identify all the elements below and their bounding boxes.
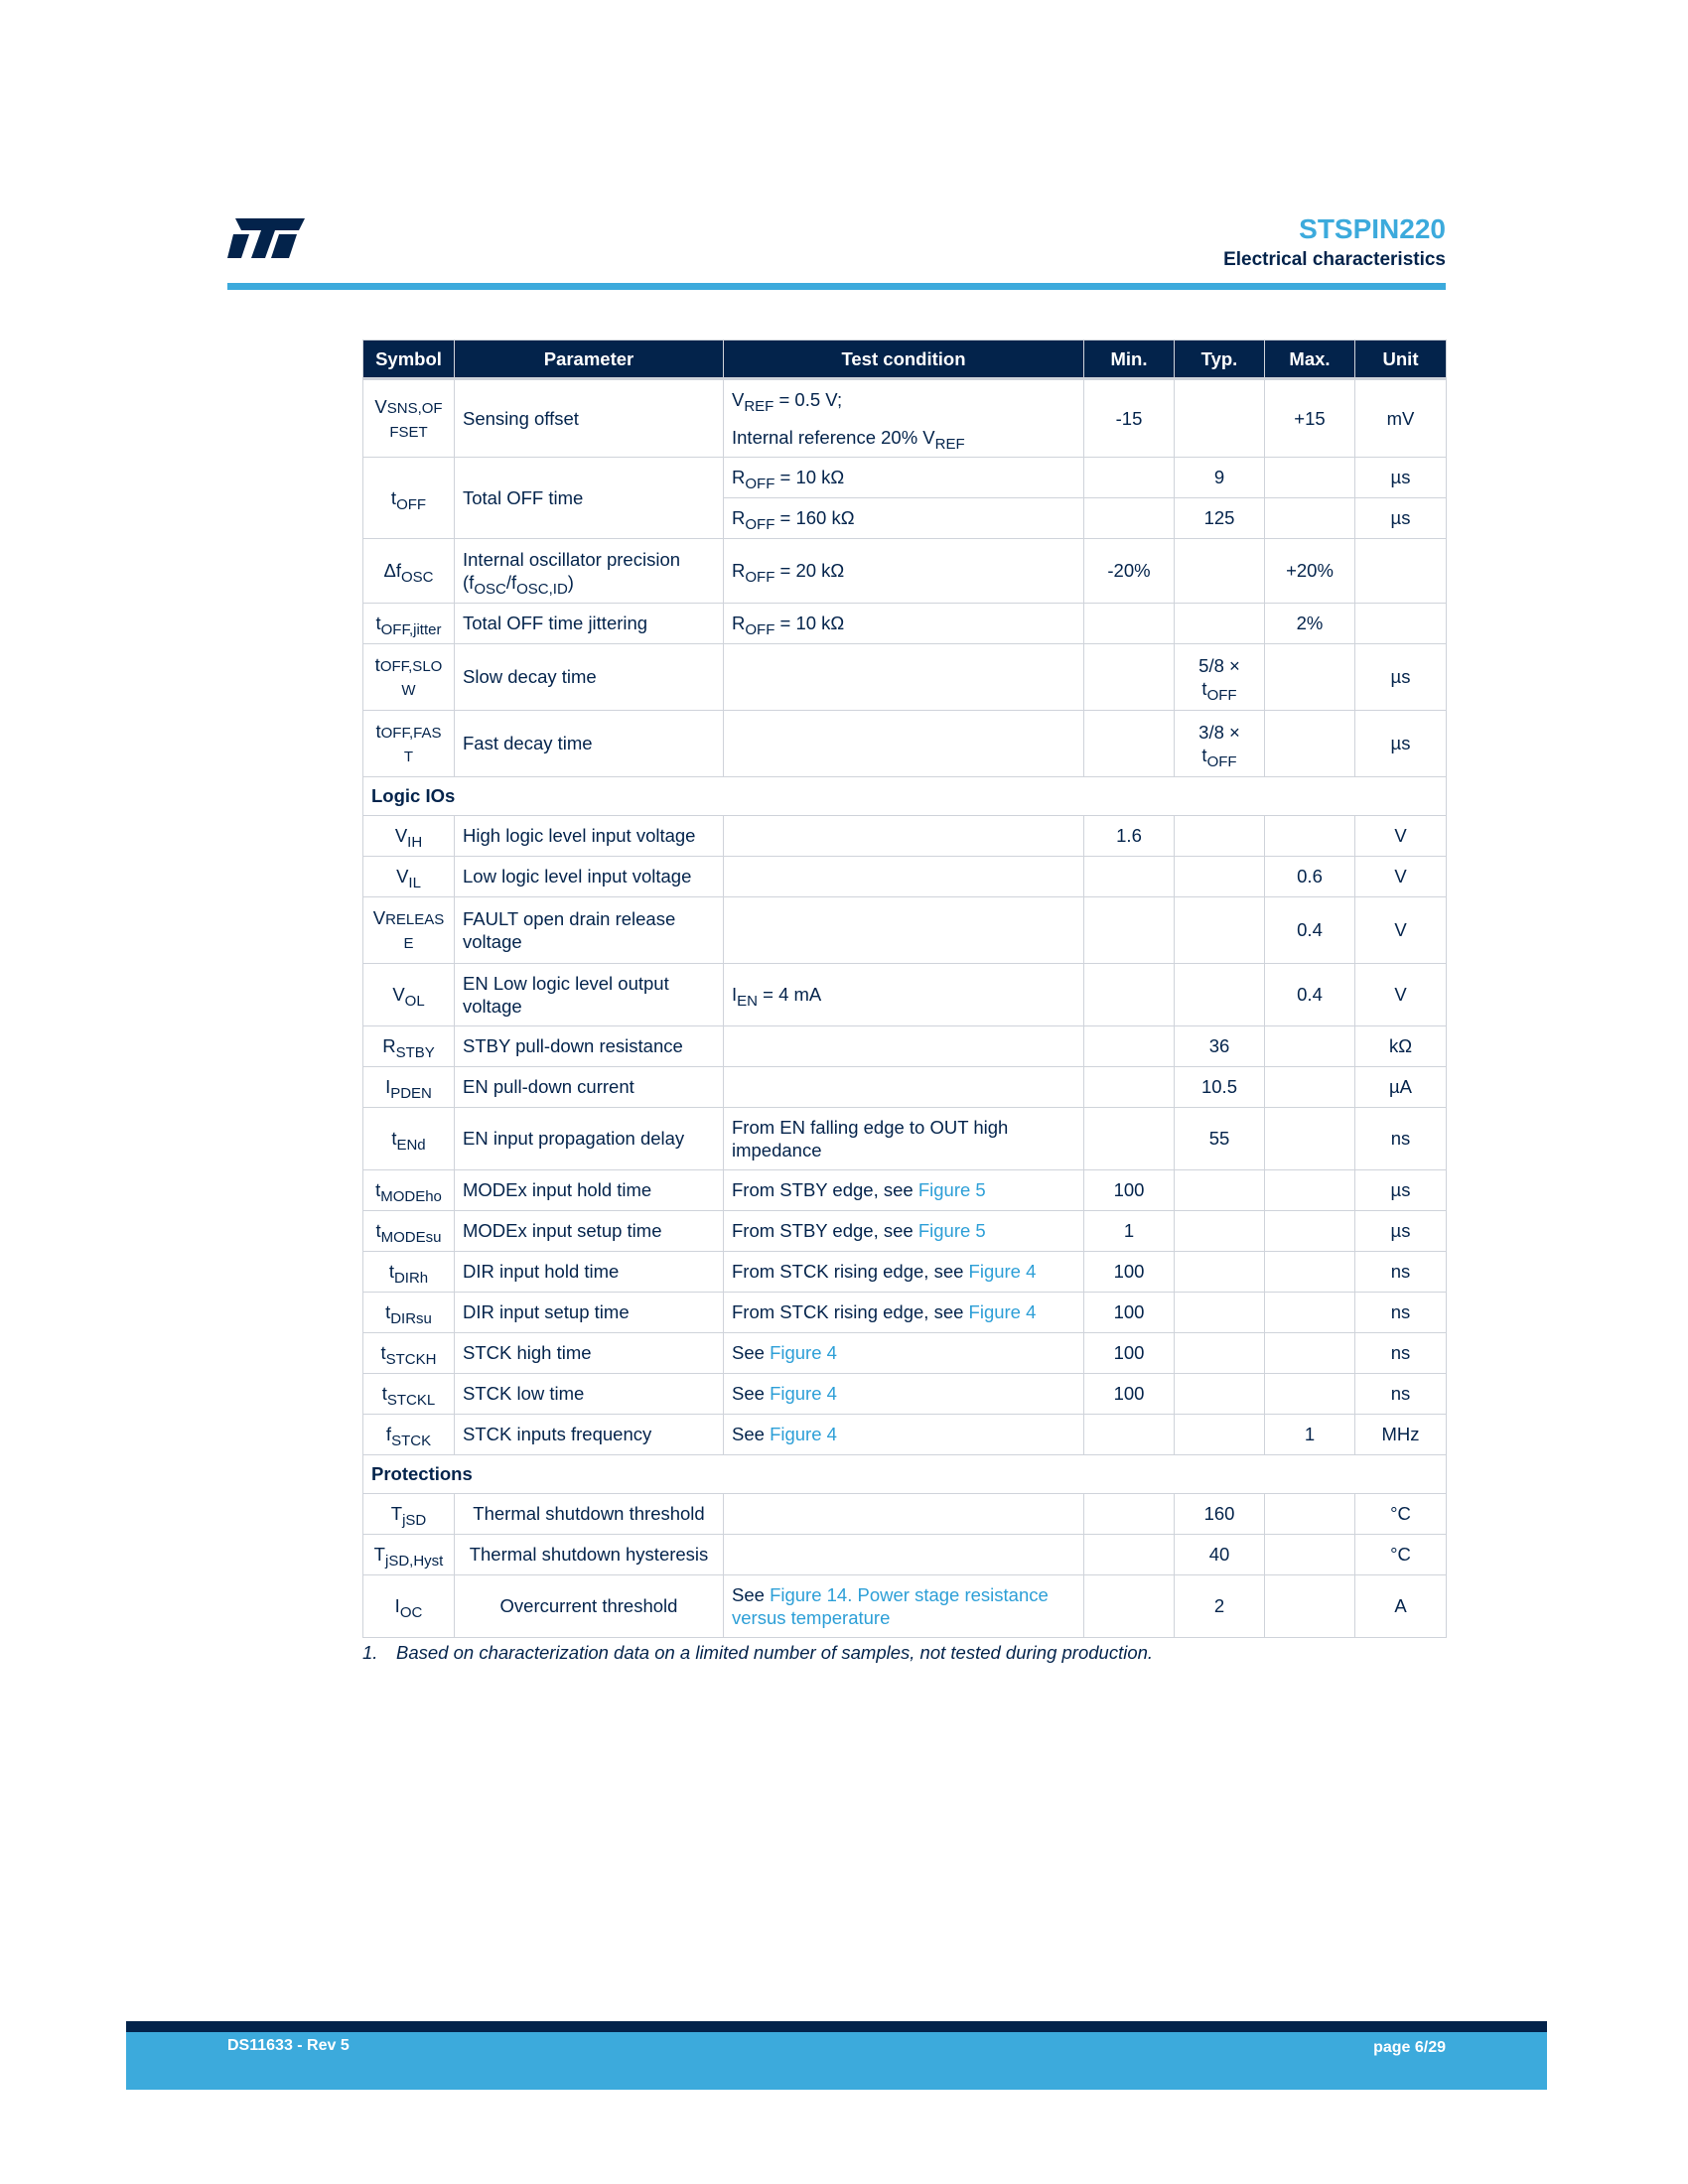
min-cell: -20%: [1084, 539, 1175, 604]
symbol-cell: $R_{STBY}$: [363, 1026, 455, 1067]
parameter-cell: EN pull-down current: [455, 1067, 724, 1108]
footer-rule: [126, 2021, 1547, 2032]
min-cell: [1084, 644, 1175, 711]
unit-cell: °C: [1355, 1494, 1447, 1535]
figure-4-link[interactable]: Figure 4: [770, 1424, 837, 1445]
table-row: [363, 1170, 1447, 1211]
min-cell: 1.6: [1084, 816, 1175, 857]
unit-cell: [1355, 539, 1447, 604]
condition-cell: $R_{OFF} = 20$ kΩ: [724, 539, 1084, 604]
unit-cell: °C: [1355, 1535, 1447, 1575]
typ-cell: [1175, 604, 1265, 644]
table-row: [363, 1067, 1447, 1108]
unit-cell: V: [1355, 816, 1447, 857]
condition-cell: $R_{OFF} = 10$ kΩ: [724, 458, 1084, 498]
unit-cell: [1355, 604, 1447, 644]
figure-5-link[interactable]: Figure 5: [917, 1220, 986, 1242]
unit-cell: ns: [1355, 1293, 1447, 1333]
table-row: [363, 1293, 1447, 1333]
typ-cell: [1175, 1374, 1265, 1415]
figure-4-link[interactable]: Figure 4: [770, 1342, 837, 1364]
max-cell: [1265, 1211, 1355, 1252]
symbol-cell: $I_{PDEN}$: [363, 1067, 455, 1108]
column-header-test-condition: Test condition: [724, 341, 1084, 379]
typ-cell: [1175, 1170, 1265, 1211]
column-header-symbol: Symbol: [363, 341, 455, 379]
symbol-cell: $t_{ENd}$: [363, 1108, 455, 1170]
max-cell: [1265, 1026, 1355, 1067]
unit-cell: µs: [1355, 1170, 1447, 1211]
table-row: [363, 458, 1447, 498]
table-row: [363, 1108, 1447, 1170]
unit-cell: ns: [1355, 1374, 1447, 1415]
typ-cell: [1175, 539, 1265, 604]
min-cell: 1: [1084, 1211, 1175, 1252]
condition-cell: See Figure 14. Power stage resistance versus temperature: [724, 1575, 1084, 1638]
condition-cell: [724, 1535, 1084, 1575]
min-cell: [1084, 604, 1175, 644]
parameter-cell: Total OFF time jittering: [455, 604, 724, 644]
table-row: [363, 1211, 1447, 1252]
condition-cell: [724, 857, 1084, 897]
parameter-cell: DIR input hold time: [455, 1252, 724, 1293]
min-cell: [1084, 897, 1175, 964]
min-cell: 100: [1084, 1333, 1175, 1374]
table-row: [363, 964, 1447, 1026]
condition-cell: $R_{OFF} = 160$ kΩ: [724, 498, 1084, 539]
table-row: [363, 539, 1447, 604]
column-header-typ: Typ.: [1175, 341, 1265, 379]
parameter-cell: Fast decay time: [455, 711, 724, 777]
max-cell: [1265, 711, 1355, 777]
figure-4-link[interactable]: Figure 4: [968, 1301, 1037, 1323]
max-cell: 0.4: [1265, 964, 1355, 1026]
figure-4-link[interactable]: Figure 4: [968, 1261, 1037, 1283]
parameter-cell: High logic level input voltage: [455, 816, 724, 857]
unit-cell: ns: [1355, 1252, 1447, 1293]
unit-cell: V: [1355, 964, 1447, 1026]
parameter-cell: STBY pull-down resistance: [455, 1026, 724, 1067]
min-cell: -15: [1084, 379, 1175, 458]
parameter-cell: EN Low logic level output voltage: [455, 964, 724, 1026]
table-row: [363, 379, 1447, 458]
figure-5-link[interactable]: Figure 5: [917, 1179, 986, 1201]
symbol-cell: $V_{OL}$: [363, 964, 455, 1026]
max-cell: [1265, 1067, 1355, 1108]
document-title: STSPIN220: [1299, 213, 1446, 244]
typ-cell: [1175, 1333, 1265, 1374]
parameter-cell: MODEx input setup time: [455, 1211, 724, 1252]
figure-4-link[interactable]: Figure 4: [770, 1383, 837, 1405]
max-cell: [1265, 1494, 1355, 1535]
condition-cell: [724, 1026, 1084, 1067]
max-cell: [1265, 1535, 1355, 1575]
min-cell: [1084, 1415, 1175, 1455]
min-cell: [1084, 1494, 1175, 1535]
min-cell: [1084, 711, 1175, 777]
typ-cell: [1175, 857, 1265, 897]
table-row: [363, 1494, 1447, 1535]
table-row: [363, 1252, 1447, 1293]
parameter-cell: EN input propagation delay: [455, 1108, 724, 1170]
symbol-cell: $t_{STCKH}$: [363, 1333, 455, 1374]
table-footnote: [362, 1642, 1153, 1664]
typ-cell: [1175, 1211, 1265, 1252]
condition-cell: From STBY edge, see Figure 5: [724, 1170, 1084, 1211]
typ-cell: 40: [1175, 1535, 1265, 1575]
symbol-cell: tOFF,SLO W: [363, 644, 455, 711]
parameter-cell: Low logic level input voltage: [455, 857, 724, 897]
max-cell: 1: [1265, 1415, 1355, 1455]
typ-cell: 36: [1175, 1026, 1265, 1067]
symbol-cell: $t_{OFF}$: [363, 458, 455, 539]
unit-cell: V: [1355, 897, 1447, 964]
condition-cell: See Figure 4: [724, 1374, 1084, 1415]
parameter-cell: STCK inputs frequency: [455, 1415, 724, 1455]
min-cell: [1084, 1575, 1175, 1638]
symbol-cell: $T_{jSD,Hyst}$: [363, 1535, 455, 1575]
max-cell: +15: [1265, 379, 1355, 458]
parameter-cell: DIR input setup time: [455, 1293, 724, 1333]
parameter-cell: STCK high time: [455, 1333, 724, 1374]
column-header-max: Max.: [1265, 341, 1355, 379]
unit-cell: kΩ: [1355, 1026, 1447, 1067]
max-cell: [1265, 458, 1355, 498]
typ-cell: 5/8 × $t_{OFF}$: [1175, 644, 1265, 711]
typ-cell: 160: [1175, 1494, 1265, 1535]
typ-cell: [1175, 379, 1265, 458]
condition-cell: [724, 816, 1084, 857]
max-cell: [1265, 1333, 1355, 1374]
symbol-cell: tOFF,FAS T: [363, 711, 455, 777]
typ-cell: [1175, 1252, 1265, 1293]
condition-cell: From STBY edge, see Figure 5: [724, 1211, 1084, 1252]
unit-cell: µs: [1355, 498, 1447, 539]
column-header-parameter: Parameter: [455, 341, 724, 379]
table-row: [363, 604, 1447, 644]
typ-cell: [1175, 1293, 1265, 1333]
max-cell: 2%: [1265, 604, 1355, 644]
table-row: [363, 1026, 1447, 1067]
max-cell: 0.4: [1265, 897, 1355, 964]
section-row: [363, 1455, 1447, 1494]
footnote-number: 1.: [362, 1642, 378, 1663]
min-cell: 100: [1084, 1252, 1175, 1293]
condition-cell: See Figure 4: [724, 1415, 1084, 1455]
typ-cell: [1175, 897, 1265, 964]
symbol-cell: VSNS,OF FSET: [363, 379, 455, 458]
table-row: [363, 711, 1447, 777]
document-id: DS11633 - Rev 5: [227, 2037, 350, 2054]
min-cell: [1084, 964, 1175, 1026]
min-cell: [1084, 1067, 1175, 1108]
unit-cell: V: [1355, 857, 1447, 897]
table-header-row: [363, 341, 1447, 379]
parameter-cell: Thermal shutdown threshold: [455, 1494, 724, 1535]
condition-cell: [724, 711, 1084, 777]
condition-cell: From EN falling edge to OUT high impedance: [724, 1108, 1084, 1170]
typ-cell: 125: [1175, 498, 1265, 539]
parameter-cell: FAULT open drain release voltage: [455, 897, 724, 964]
table-row: [363, 644, 1447, 711]
condition-cell: See Figure 4: [724, 1333, 1084, 1374]
typ-cell: [1175, 1415, 1265, 1455]
max-cell: [1265, 498, 1355, 539]
condition-cell: [724, 644, 1084, 711]
parameter-cell: Slow decay time: [455, 644, 724, 711]
parameter-cell: Thermal shutdown hysteresis: [455, 1535, 724, 1575]
parameter-cell: Internal oscillator precision $(f_{OSC}/f_{OSC,ID})$: [455, 539, 724, 604]
min-cell: 100: [1084, 1374, 1175, 1415]
table-row: [363, 857, 1447, 897]
max-cell: [1265, 1374, 1355, 1415]
unit-cell: µs: [1355, 711, 1447, 777]
parameter-cell: MODEx input hold time: [455, 1170, 724, 1211]
condition-cell: $I_{EN} = 4$ mA: [724, 964, 1084, 1026]
table-row: [363, 816, 1447, 857]
symbol-cell: $I_{OC}$: [363, 1575, 455, 1638]
max-cell: [1265, 1108, 1355, 1170]
table-row: [363, 1374, 1447, 1415]
figure-14-link[interactable]: Figure 14. Power stage resistance versus temperature: [732, 1583, 1049, 1628]
condition-cell: From STCK rising edge, see Figure 4: [724, 1252, 1084, 1293]
condition-cell: $V_{REF} = 0.5$ V; Internal reference 20% $V_{REF}$: [724, 379, 1084, 458]
typ-cell: 10.5: [1175, 1067, 1265, 1108]
max-cell: [1265, 816, 1355, 857]
unit-cell: µA: [1355, 1067, 1447, 1108]
condition-cell: $R_{OFF} = 10$ kΩ: [724, 604, 1084, 644]
unit-cell: ns: [1355, 1108, 1447, 1170]
typ-cell: [1175, 816, 1265, 857]
max-cell: [1265, 1252, 1355, 1293]
unit-cell: A: [1355, 1575, 1447, 1638]
typ-cell: 55: [1175, 1108, 1265, 1170]
unit-cell: µs: [1355, 644, 1447, 711]
condition-cell: [724, 897, 1084, 964]
st-logo: [227, 216, 307, 260]
min-cell: [1084, 1026, 1175, 1067]
parameter-cell: Overcurrent threshold: [455, 1575, 724, 1638]
column-header-unit: Unit: [1355, 341, 1447, 379]
symbol-cell: $t_{DIRsu}$: [363, 1293, 455, 1333]
max-cell: [1265, 644, 1355, 711]
table-row: [363, 1575, 1447, 1638]
min-cell: 100: [1084, 1293, 1175, 1333]
unit-cell: MHz: [1355, 1415, 1447, 1455]
max-cell: [1265, 1170, 1355, 1211]
unit-cell: µs: [1355, 458, 1447, 498]
symbol-cell: $t_{MODEsu}$: [363, 1211, 455, 1252]
min-cell: [1084, 857, 1175, 897]
symbol-cell: $t_{MODEho}$: [363, 1170, 455, 1211]
symbol-cell: $T_{jSD}$: [363, 1494, 455, 1535]
min-cell: [1084, 458, 1175, 498]
unit-cell: mV: [1355, 379, 1447, 458]
table-row: [363, 1415, 1447, 1455]
typ-cell: [1175, 964, 1265, 1026]
section-title: Electrical characteristics: [1223, 249, 1446, 270]
typ-cell: 2: [1175, 1575, 1265, 1638]
symbol-cell: $t_{DIRh}$: [363, 1252, 455, 1293]
symbol-cell: $t_{STCKL}$: [363, 1374, 455, 1415]
footnote-text: Based on characterization data on a limited number of samples, not tested during production.: [396, 1642, 1154, 1663]
min-cell: [1084, 1535, 1175, 1575]
table-row: [363, 897, 1447, 964]
parameter-cell: Total OFF time: [455, 458, 724, 539]
min-cell: [1084, 498, 1175, 539]
max-cell: [1265, 1575, 1355, 1638]
symbol-cell: VRELEAS E: [363, 897, 455, 964]
header-rule: [227, 283, 1446, 290]
min-cell: 100: [1084, 1170, 1175, 1211]
unit-cell: ns: [1355, 1333, 1447, 1374]
section-row: [363, 777, 1447, 816]
max-cell: +20%: [1265, 539, 1355, 604]
section-title-protections: Protections: [363, 1455, 1447, 1494]
typ-cell: 3/8 × $t_{OFF}$: [1175, 711, 1265, 777]
table-row: [363, 1333, 1447, 1374]
symbol-cell: $f_{STCK}$: [363, 1415, 455, 1455]
unit-cell: µs: [1355, 1211, 1447, 1252]
page-number: page 6/29: [1373, 2039, 1446, 2056]
condition-cell: [724, 1067, 1084, 1108]
symbol-cell: $\Delta f_{OSC}$: [363, 539, 455, 604]
symbol-cell: $t_{OFF,jitter}$: [363, 604, 455, 644]
symbol-cell: $V_{IL}$: [363, 857, 455, 897]
electrical-characteristics-table: [362, 340, 1447, 1638]
symbol-cell: $V_{IH}$: [363, 816, 455, 857]
condition-cell: [724, 1494, 1084, 1535]
min-cell: [1084, 1108, 1175, 1170]
condition-cell: From STCK rising edge, see Figure 4: [724, 1293, 1084, 1333]
section-title-logic-ios: Logic IOs: [363, 777, 1447, 816]
table-row: [363, 1535, 1447, 1575]
typ-cell: 9: [1175, 458, 1265, 498]
max-cell: [1265, 1293, 1355, 1333]
max-cell: 0.6: [1265, 857, 1355, 897]
parameter-cell: STCK low time: [455, 1374, 724, 1415]
parameter-cell: Sensing offset: [455, 379, 724, 458]
column-header-min: Min.: [1084, 341, 1175, 379]
